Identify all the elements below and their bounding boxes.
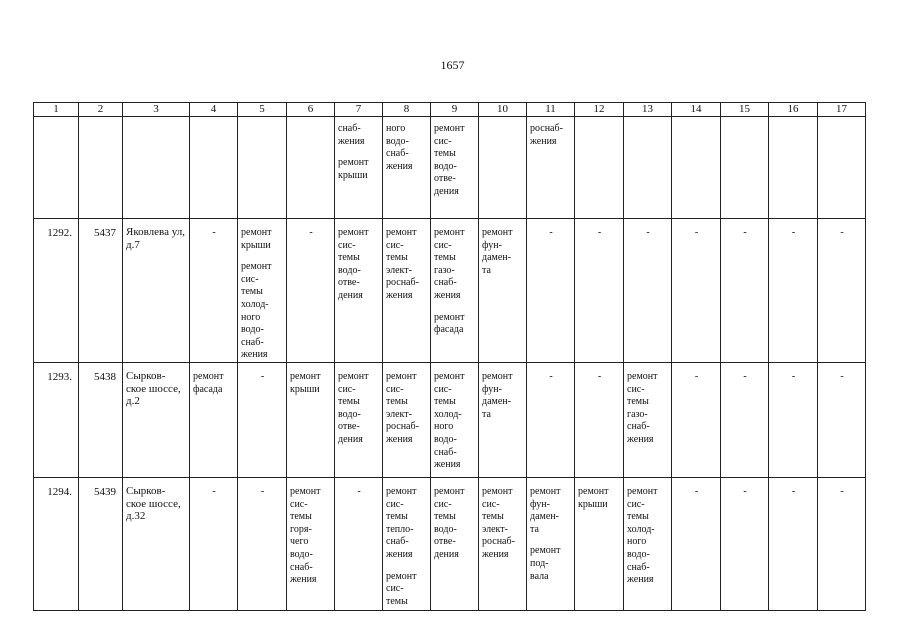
table-cell [431, 362, 479, 477]
cell-text-line: сис- [434, 498, 452, 510]
table-cell [335, 362, 383, 477]
address-line: ское шоссе, [126, 497, 181, 510]
cell-text-line: ремонт [434, 370, 465, 382]
empty-dash: - [791, 227, 796, 238]
cell-text-line: жения [290, 574, 317, 586]
empty-dash: - [260, 485, 265, 497]
cell-text-line: ремонт [241, 227, 272, 238]
cell-text-line: ремонт [434, 485, 465, 497]
table-cell [335, 219, 383, 363]
table-cell [238, 219, 287, 363]
cell-text-line: водо- [338, 264, 361, 276]
table-cell [818, 117, 866, 219]
empty-dash: - [646, 227, 650, 238]
cell-text-line: темы [338, 252, 360, 264]
table-cell [383, 117, 431, 219]
cell-text-line: фун- [482, 383, 502, 395]
column-header: 13 [624, 103, 672, 117]
row-number: 1293. [34, 362, 79, 477]
table-cell [479, 219, 527, 363]
table-cell [818, 477, 866, 610]
cell-text-line: снаб- [434, 277, 457, 289]
cell-text-line: ремонт [290, 485, 321, 497]
cell-text-line: сис- [434, 239, 452, 251]
table-cell [431, 117, 479, 219]
cell-text-line: сис- [338, 383, 356, 395]
cell-text-line: сис- [434, 135, 452, 147]
table-cell [287, 362, 335, 477]
cell-text-line: дамен- [530, 511, 559, 523]
column-header: 7 [335, 103, 383, 117]
table-cell [479, 362, 527, 477]
cell-text-line: водо- [338, 408, 361, 420]
table-cell [721, 362, 769, 477]
table-cell [238, 117, 287, 219]
cell-text-line: дения [434, 185, 459, 197]
table-cell [527, 362, 575, 477]
column-header: 1 [34, 103, 79, 117]
column-header: 15 [721, 103, 769, 117]
column-header: 4 [190, 103, 238, 117]
empty-dash: - [212, 485, 216, 497]
cell-text-line: чего [290, 536, 309, 548]
empty-dash: - [597, 370, 602, 382]
cell-text-line: темы [338, 396, 360, 408]
cell-text-line: снаб- [627, 561, 650, 573]
cell-text-line: ремонт [290, 370, 321, 382]
table-cell [287, 219, 335, 363]
empty-dash: - [212, 227, 216, 238]
table-cell [431, 477, 479, 610]
table-cell [479, 477, 527, 610]
cell-text-line: жения [338, 135, 365, 147]
cell-text-line: та [530, 523, 539, 535]
cell-text-line: сис- [434, 383, 452, 395]
cell-text-line: жения [434, 289, 461, 301]
address-line: ское шоссе, [126, 382, 181, 395]
cell-text-line: снаб- [434, 446, 457, 458]
empty-dash: - [840, 227, 844, 238]
table-cell [238, 362, 287, 477]
table-row [34, 362, 866, 477]
repair-schedule-table [33, 102, 866, 611]
cell-text-line: темы [434, 252, 456, 264]
cell-text-line: крыши [290, 383, 320, 395]
cell-text-line: темы [386, 595, 408, 607]
column-header: 8 [383, 103, 431, 117]
building-address [123, 362, 190, 477]
cell-text-line: снаб- [290, 561, 313, 573]
cell-text-line: ремонт [434, 311, 465, 323]
table-cell [383, 477, 431, 610]
cell-text-line: водо- [434, 160, 457, 172]
cell-text-line: та [482, 408, 491, 420]
cell-text-line: ремонт [193, 370, 224, 382]
table-cell [672, 117, 721, 219]
cell-text-line: ремонт [386, 570, 417, 582]
cell-text-line: элект- [482, 523, 508, 535]
table-cell [721, 219, 769, 363]
cell-text-line: отве- [434, 173, 456, 185]
cell-text-line: отве- [434, 536, 456, 548]
cell-text-line: сис- [627, 383, 645, 395]
address-line: д.7 [126, 238, 140, 251]
cell-text-line: снаб- [627, 421, 650, 433]
empty-dash: - [743, 485, 747, 497]
cell-text-line: жения [627, 574, 654, 586]
cell-text-line: крыши [578, 498, 608, 510]
column-header: 11 [527, 103, 575, 117]
row-number: 1292. [34, 219, 79, 363]
cell-text-line: ремонт [386, 370, 417, 382]
cell-text-line: ремонт [578, 485, 609, 497]
empty-dash: - [743, 370, 747, 382]
cell-text-line: темы [627, 396, 649, 408]
cell-text-line: крыши [241, 239, 271, 251]
table-cell [383, 362, 431, 477]
cell-text-line: темы [482, 511, 504, 523]
address-line: Сырков- [126, 484, 166, 497]
table-row [34, 117, 866, 219]
cell-text-line: жения [482, 548, 509, 560]
empty-dash: - [260, 370, 265, 382]
empty-dash: - [549, 227, 553, 238]
cell-text-line: роснаб- [386, 421, 419, 433]
cell-text-line: роснаб- [530, 123, 563, 134]
column-header: 12 [575, 103, 624, 117]
column-header: 17 [818, 103, 866, 117]
table-cell [575, 117, 624, 219]
empty-dash: - [549, 370, 553, 382]
cell-text-line: ремонт [338, 157, 369, 169]
table-cell [624, 477, 672, 610]
table-cell [479, 117, 527, 219]
building-code: 5438 [79, 362, 123, 477]
table-cell [527, 477, 575, 610]
table-cell [190, 477, 238, 610]
cell-text-line: фун- [482, 239, 502, 251]
row-number: 1294. [34, 477, 79, 610]
table-cell [575, 477, 624, 610]
cell-text-line: сис- [338, 239, 356, 251]
cell-text-line: темы [386, 511, 408, 523]
empty-dash: - [791, 370, 796, 382]
cell-text-line: холод- [434, 408, 462, 420]
cell-text-line: темы [434, 396, 456, 408]
column-header: 9 [431, 103, 479, 117]
cell-text-line: водо- [290, 548, 313, 560]
cell-text-line: дения [434, 548, 459, 560]
cell-text-line: фасада [434, 324, 464, 336]
cell-text-line: вала [530, 570, 549, 582]
empty-dash: - [743, 227, 747, 238]
cell-text-line: водо- [386, 135, 409, 147]
address-line: Сырков- [126, 369, 166, 382]
cell-text-line: ного [241, 311, 261, 323]
cell-text-line: темы [434, 148, 456, 160]
cell-text-line: тепло- [386, 523, 414, 535]
building-address [123, 477, 190, 610]
cell-text-line: темы [290, 511, 312, 523]
cell-text-line: ремонт [530, 485, 561, 497]
cell-text-line: ремонт [338, 370, 369, 382]
cell-text-line: жения [386, 548, 413, 560]
table-cell [527, 117, 575, 219]
cell-text-line: жения [386, 160, 413, 172]
table-cell [79, 117, 123, 219]
empty-dash: - [694, 227, 699, 238]
cell-text-line: водо- [627, 548, 650, 560]
address-line: Яковлева ул, [126, 226, 185, 238]
table-cell [287, 477, 335, 610]
cell-text-line: отве- [338, 421, 360, 433]
column-header: 16 [769, 103, 818, 117]
empty-dash: - [694, 370, 699, 382]
table-cell [624, 117, 672, 219]
cell-text-line: жения [386, 289, 413, 301]
table-cell [335, 117, 383, 219]
table-cell [672, 362, 721, 477]
cell-text-line: жения [530, 135, 557, 147]
cell-text-line: сис- [290, 498, 308, 510]
cell-text-line: газо- [434, 264, 455, 276]
column-header: 2 [79, 103, 123, 117]
cell-text-line: ремонт [386, 227, 417, 238]
empty-dash: - [309, 227, 313, 238]
table-cell [818, 219, 866, 363]
cell-text-line: темы [386, 252, 408, 264]
cell-text-line: отве- [338, 277, 360, 289]
cell-text-line: холод- [241, 298, 269, 310]
page-number: 1657 [440, 58, 465, 72]
cell-text-line: жения [434, 459, 461, 471]
cell-text-line: элект- [386, 408, 412, 420]
cell-text-line: газо- [627, 408, 648, 420]
cell-text-line: темы [434, 511, 456, 523]
empty-dash: - [357, 485, 361, 497]
column-header: 5 [238, 103, 287, 117]
cell-text-line: сис- [627, 498, 645, 510]
cell-text-line: ремонт [627, 370, 658, 382]
cell-text-line: сис- [386, 383, 404, 395]
cell-text-line: снаб- [241, 336, 264, 348]
cell-text-line: сис- [482, 498, 500, 510]
cell-text-line: ремонт [530, 545, 561, 557]
cell-text-line: дения [338, 289, 363, 301]
column-header: 3 [123, 103, 190, 117]
table-cell [818, 362, 866, 477]
cell-text-line: роснаб- [386, 277, 419, 289]
building-address [123, 219, 190, 363]
cell-text-line: крыши [338, 169, 368, 181]
cell-text-line: водо- [434, 523, 457, 535]
table-header-row [34, 103, 866, 117]
cell-text-line: ремонт [338, 227, 369, 238]
building-code: 5439 [79, 477, 123, 610]
table-cell [190, 362, 238, 477]
cell-text-line: фасада [193, 383, 223, 395]
cell-text-line: ремонт [482, 485, 513, 497]
cell-text-line: холод- [627, 523, 655, 535]
address-line: д.2 [126, 395, 140, 408]
table-cell [190, 219, 238, 363]
cell-text-line: снаб- [386, 148, 409, 160]
column-header: 10 [479, 103, 527, 117]
cell-text-line: ремонт [386, 485, 417, 497]
table-cell [238, 477, 287, 610]
table-cell [190, 117, 238, 219]
cell-text-line: сис- [386, 498, 404, 510]
cell-text-line: ного [627, 536, 647, 548]
table-cell [769, 219, 818, 363]
cell-text-line: снаб- [386, 536, 409, 548]
table-cell [383, 219, 431, 363]
table-cell [575, 219, 624, 363]
cell-text-line: дамен- [482, 252, 511, 264]
table-cell [123, 117, 190, 219]
table-cell [672, 219, 721, 363]
cell-text-line: темы [241, 286, 263, 298]
cell-text-line: водо- [241, 324, 264, 336]
table-cell [769, 117, 818, 219]
cell-text-line: ремонт [482, 227, 513, 238]
table-row [34, 219, 866, 363]
table-row [34, 477, 866, 610]
table-cell [624, 219, 672, 363]
table-cell [721, 477, 769, 610]
empty-dash: - [694, 485, 699, 497]
empty-dash: - [791, 485, 796, 497]
cell-text-line: сис- [241, 273, 259, 285]
cell-text-line: жения [627, 433, 654, 445]
empty-dash: - [840, 485, 844, 497]
cell-text-line: та [482, 264, 491, 276]
cell-text-line: дамен- [482, 396, 511, 408]
cell-text-line: снаб- [338, 123, 361, 134]
empty-dash: - [597, 227, 602, 238]
column-header: 14 [672, 103, 721, 117]
cell-text-line: жения [386, 433, 413, 445]
cell-text-line: водо- [434, 433, 457, 445]
cell-text-line: фун- [530, 498, 550, 510]
cell-text-line: ремонт [434, 227, 465, 238]
table-cell [721, 117, 769, 219]
cell-text-line: ного [434, 421, 454, 433]
cell-text-line: горя- [290, 523, 312, 535]
cell-text-line: жения [241, 349, 268, 361]
table-cell [769, 477, 818, 610]
table-cell [672, 477, 721, 610]
cell-text-line: ремонт [434, 123, 465, 134]
table-cell [34, 117, 79, 219]
table-cell [624, 362, 672, 477]
building-code: 5437 [79, 219, 123, 363]
address-line: д.32 [126, 510, 146, 523]
table-cell [769, 362, 818, 477]
cell-text-line: ного [386, 123, 406, 134]
cell-text-line: темы [627, 511, 649, 523]
column-header: 6 [287, 103, 335, 117]
table-cell [431, 219, 479, 363]
table-cell [527, 219, 575, 363]
table-cell [335, 477, 383, 610]
cell-text-line: дения [338, 433, 363, 445]
cell-text-line: под- [530, 557, 549, 569]
table-cell [575, 362, 624, 477]
cell-text-line: сис- [386, 239, 404, 251]
cell-text-line: темы [386, 396, 408, 408]
table-cell [287, 117, 335, 219]
empty-dash: - [840, 370, 844, 382]
cell-text-line: роснаб- [482, 536, 515, 548]
cell-text-line: элект- [386, 264, 412, 276]
cell-text-line: ремонт [241, 261, 272, 273]
cell-text-line: сис- [386, 583, 404, 595]
cell-text-line: ремонт [482, 370, 513, 382]
cell-text-line: ремонт [627, 485, 658, 497]
